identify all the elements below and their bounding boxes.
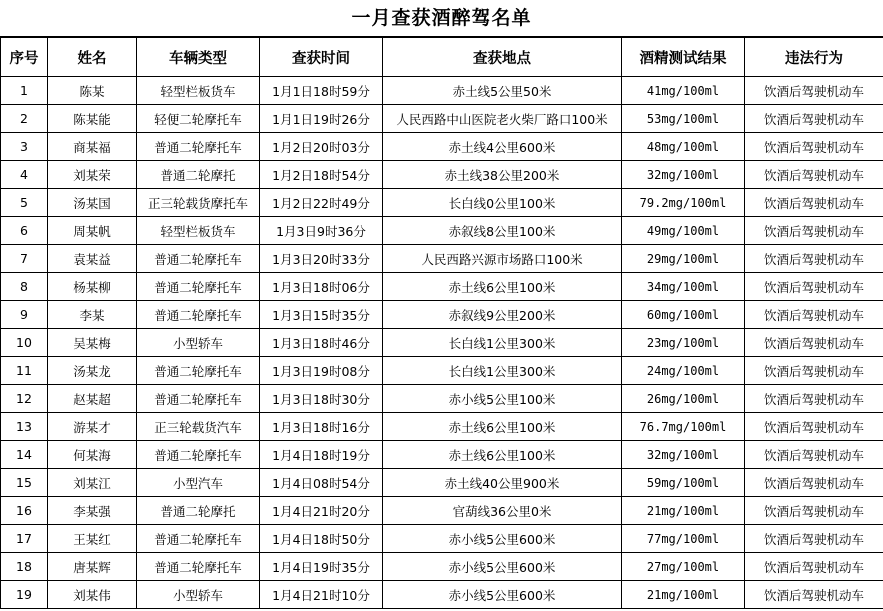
cell-time[interactable]: 1月2日18时54分 xyxy=(260,161,383,189)
cell-violation[interactable]: 饮酒后驾驶机动车 xyxy=(745,385,883,413)
cell-index[interactable]: 18 xyxy=(1,553,48,581)
cell-name[interactable]: 何某海 xyxy=(48,441,137,469)
cell-violation[interactable]: 饮酒后驾驶机动车 xyxy=(745,329,883,357)
cell-location[interactable]: 官葫线36公里0米 xyxy=(383,497,622,525)
cell-time[interactable]: 1月2日20时03分 xyxy=(260,133,383,161)
cell-violation[interactable]: 饮酒后驾驶机动车 xyxy=(745,245,883,273)
cell-index[interactable]: 16 xyxy=(1,497,48,525)
cell-index[interactable]: 14 xyxy=(1,441,48,469)
cell-time[interactable]: 1月4日18时50分 xyxy=(260,525,383,553)
cell-violation[interactable]: 饮酒后驾驶机动车 xyxy=(745,273,883,301)
cell-name[interactable]: 汤某龙 xyxy=(48,357,137,385)
cell-location[interactable]: 赤叙线8公里100米 xyxy=(383,217,622,245)
cell-violation[interactable]: 饮酒后驾驶机动车 xyxy=(745,469,883,497)
cell-location[interactable]: 赤小线5公里600米 xyxy=(383,525,622,553)
cell-time[interactable]: 1月3日18时16分 xyxy=(260,413,383,441)
cell-alcohol-result[interactable]: 53mg/100ml xyxy=(622,105,745,133)
table-row xyxy=(1,77,883,105)
cell-name[interactable]: 周某帆 xyxy=(48,217,137,245)
cell-vehicle-type[interactable]: 轻型栏板货车 xyxy=(137,77,260,105)
cell-violation[interactable]: 饮酒后驾驶机动车 xyxy=(745,581,883,609)
cell-time[interactable]: 1月3日15时35分 xyxy=(260,301,383,329)
cell-vehicle-type[interactable]: 普通二轮摩托车 xyxy=(137,357,260,385)
cell-name[interactable]: 游某才 xyxy=(48,413,137,441)
cell-time[interactable]: 1月1日19时26分 xyxy=(260,105,383,133)
cell-vehicle-type[interactable]: 小型轿车 xyxy=(137,581,260,609)
cell-time[interactable]: 1月4日08时54分 xyxy=(260,469,383,497)
cell-vehicle-type[interactable]: 普通二轮摩托 xyxy=(137,497,260,525)
cell-name[interactable]: 杨某柳 xyxy=(48,273,137,301)
cell-violation[interactable]: 饮酒后驾驶机动车 xyxy=(745,77,883,105)
cell-location[interactable]: 赤小线5公里600米 xyxy=(383,553,622,581)
cell-alcohol-result[interactable]: 59mg/100ml xyxy=(622,469,745,497)
cell-location[interactable]: 赤叙线9公里200米 xyxy=(383,301,622,329)
cell-index[interactable]: 7 xyxy=(1,245,48,273)
cell-violation[interactable]: 饮酒后驾驶机动车 xyxy=(745,189,883,217)
cell-location[interactable]: 赤小线5公里600米 xyxy=(383,581,622,609)
cell-index[interactable]: 1 xyxy=(1,77,48,105)
cell-time[interactable]: 1月3日18时30分 xyxy=(260,385,383,413)
cell-alcohol-result[interactable]: 60mg/100ml xyxy=(622,301,745,329)
table-row xyxy=(1,189,883,217)
cell-location[interactable]: 赤土线4公里600米 xyxy=(383,133,622,161)
cell-violation[interactable]: 饮酒后驾驶机动车 xyxy=(745,161,883,189)
cell-alcohol-result[interactable]: 79.2mg/100ml xyxy=(622,189,745,217)
table-row xyxy=(1,245,883,273)
cell-alcohol-result[interactable]: 32mg/100ml xyxy=(622,161,745,189)
table-row xyxy=(1,385,883,413)
table-row xyxy=(1,413,883,441)
cell-alcohol-result[interactable]: 34mg/100ml xyxy=(622,273,745,301)
cell-violation[interactable]: 饮酒后驾驶机动车 xyxy=(745,553,883,581)
cell-location[interactable]: 长白线1公里300米 xyxy=(383,357,622,385)
cell-name[interactable]: 商某福 xyxy=(48,133,137,161)
cell-index[interactable]: 17 xyxy=(1,525,48,553)
cell-location[interactable]: 赤土线6公里100米 xyxy=(383,441,622,469)
cell-index[interactable]: 3 xyxy=(1,133,48,161)
cell-violation[interactable]: 饮酒后驾驶机动车 xyxy=(745,497,883,525)
table-row xyxy=(1,497,883,525)
cell-vehicle-type[interactable]: 轻便二轮摩托车 xyxy=(137,105,260,133)
cell-alcohol-result[interactable]: 27mg/100ml xyxy=(622,553,745,581)
cell-name[interactable]: 刘某荣 xyxy=(48,161,137,189)
cell-alcohol-result[interactable]: 21mg/100ml xyxy=(622,581,745,609)
cell-vehicle-type[interactable]: 普通二轮摩托车 xyxy=(137,525,260,553)
cell-vehicle-type[interactable]: 普通二轮摩托车 xyxy=(137,385,260,413)
cell-alcohol-result[interactable]: 41mg/100ml xyxy=(622,77,745,105)
table-row xyxy=(1,441,883,469)
cell-vehicle-type[interactable]: 普通二轮摩托车 xyxy=(137,441,260,469)
cell-index[interactable]: 10 xyxy=(1,329,48,357)
cell-vehicle-type[interactable]: 普通二轮摩托车 xyxy=(137,301,260,329)
cell-name[interactable]: 李某强 xyxy=(48,497,137,525)
cell-time[interactable]: 1月3日18时06分 xyxy=(260,273,383,301)
cell-index[interactable]: 19 xyxy=(1,581,48,609)
header-violation[interactable]: 违法行为 xyxy=(745,38,883,77)
cell-time[interactable]: 1月1日18时59分 xyxy=(260,77,383,105)
cell-time[interactable]: 1月2日22时49分 xyxy=(260,189,383,217)
cell-location[interactable]: 赤小线5公里100米 xyxy=(383,385,622,413)
header-location[interactable]: 查获地点 xyxy=(383,38,622,77)
table-row xyxy=(1,469,883,497)
table-row xyxy=(1,105,883,133)
cell-alcohol-result[interactable]: 21mg/100ml xyxy=(622,497,745,525)
cell-alcohol-result[interactable]: 29mg/100ml xyxy=(622,245,745,273)
cell-time[interactable]: 1月3日9时36分 xyxy=(260,217,383,245)
cell-name[interactable]: 陈某能 xyxy=(48,105,137,133)
header-vehicle-type[interactable]: 车辆类型 xyxy=(137,38,260,77)
cell-time[interactable]: 1月3日18时46分 xyxy=(260,329,383,357)
table-row xyxy=(1,133,883,161)
cell-vehicle-type[interactable]: 小型汽车 xyxy=(137,469,260,497)
cell-index[interactable]: 13 xyxy=(1,413,48,441)
cell-index[interactable]: 5 xyxy=(1,189,48,217)
cell-location[interactable]: 长白线1公里300米 xyxy=(383,329,622,357)
cell-index[interactable]: 4 xyxy=(1,161,48,189)
cell-alcohol-result[interactable]: 23mg/100ml xyxy=(622,329,745,357)
cell-name[interactable]: 吴某梅 xyxy=(48,329,137,357)
cell-vehicle-type[interactable]: 普通二轮摩托车 xyxy=(137,245,260,273)
cell-name[interactable]: 唐某辉 xyxy=(48,553,137,581)
cell-time[interactable]: 1月4日19时35分 xyxy=(260,553,383,581)
cell-violation[interactable]: 饮酒后驾驶机动车 xyxy=(745,441,883,469)
cell-index[interactable]: 2 xyxy=(1,105,48,133)
dui-table xyxy=(0,37,883,609)
cell-index[interactable]: 9 xyxy=(1,301,48,329)
cell-name[interactable]: 赵某超 xyxy=(48,385,137,413)
cell-location[interactable]: 赤土线6公里100米 xyxy=(383,413,622,441)
cell-name[interactable]: 袁某益 xyxy=(48,245,137,273)
cell-index[interactable]: 6 xyxy=(1,217,48,245)
cell-location[interactable]: 赤土线6公里100米 xyxy=(383,273,622,301)
table-row xyxy=(1,581,883,609)
cell-index[interactable]: 12 xyxy=(1,385,48,413)
header-row xyxy=(1,38,883,77)
cell-alcohol-result[interactable]: 76.7mg/100ml xyxy=(622,413,745,441)
cell-name[interactable]: 王某红 xyxy=(48,525,137,553)
cell-index[interactable]: 11 xyxy=(1,357,48,385)
cell-violation[interactable]: 饮酒后驾驶机动车 xyxy=(745,413,883,441)
cell-alcohol-result[interactable]: 24mg/100ml xyxy=(622,357,745,385)
page-title: 一月查获酒醉驾名单 xyxy=(0,0,883,37)
cell-vehicle-type[interactable]: 普通二轮摩托车 xyxy=(137,273,260,301)
cell-vehicle-type[interactable]: 小型轿车 xyxy=(137,329,260,357)
table-row xyxy=(1,301,883,329)
cell-violation[interactable]: 饮酒后驾驶机动车 xyxy=(745,217,883,245)
cell-location[interactable]: 赤土线38公里200米 xyxy=(383,161,622,189)
cell-alcohol-result[interactable]: 26mg/100ml xyxy=(622,385,745,413)
table-row xyxy=(1,553,883,581)
cell-time[interactable]: 1月3日19时08分 xyxy=(260,357,383,385)
table-row xyxy=(1,329,883,357)
header-name[interactable]: 姓名 xyxy=(48,38,137,77)
table-row xyxy=(1,357,883,385)
cell-violation[interactable]: 饮酒后驾驶机动车 xyxy=(745,357,883,385)
cell-alcohol-result[interactable]: 77mg/100ml xyxy=(622,525,745,553)
cell-index[interactable]: 15 xyxy=(1,469,48,497)
cell-location[interactable]: 人民西路中山医院老火柴厂路口100米 xyxy=(383,105,622,133)
table-row xyxy=(1,217,883,245)
cell-name[interactable]: 刘某江 xyxy=(48,469,137,497)
cell-alcohol-result[interactable]: 49mg/100ml xyxy=(622,217,745,245)
cell-violation[interactable]: 饮酒后驾驶机动车 xyxy=(745,525,883,553)
cell-name[interactable]: 汤某国 xyxy=(48,189,137,217)
cell-time[interactable]: 1月4日21时10分 xyxy=(260,581,383,609)
table-row xyxy=(1,525,883,553)
header-alcohol-result[interactable]: 酒精测试结果 xyxy=(622,38,745,77)
table-row xyxy=(1,273,883,301)
cell-location[interactable]: 赤土线40公里900米 xyxy=(383,469,622,497)
header-index[interactable]: 序号 xyxy=(1,38,48,77)
cell-vehicle-type[interactable]: 正三轮载货汽车 xyxy=(137,413,260,441)
cell-location[interactable]: 长白线0公里100米 xyxy=(383,189,622,217)
cell-violation[interactable]: 饮酒后驾驶机动车 xyxy=(745,301,883,329)
cell-location[interactable]: 人民西路兴源市场路口100米 xyxy=(383,245,622,273)
cell-time[interactable]: 1月3日20时33分 xyxy=(260,245,383,273)
cell-name[interactable]: 李某 xyxy=(48,301,137,329)
cell-vehicle-type[interactable]: 正三轮载货摩托车 xyxy=(137,189,260,217)
cell-name[interactable]: 刘某伟 xyxy=(48,581,137,609)
cell-name[interactable]: 陈某 xyxy=(48,77,137,105)
cell-violation[interactable]: 饮酒后驾驶机动车 xyxy=(745,133,883,161)
cell-time[interactable]: 1月4日18时19分 xyxy=(260,441,383,469)
table-row xyxy=(1,161,883,189)
cell-violation[interactable]: 饮酒后驾驶机动车 xyxy=(745,105,883,133)
header-time[interactable]: 查获时间 xyxy=(260,38,383,77)
cell-vehicle-type[interactable]: 普通二轮摩托车 xyxy=(137,133,260,161)
cell-time[interactable]: 1月4日21时20分 xyxy=(260,497,383,525)
cell-index[interactable]: 8 xyxy=(1,273,48,301)
cell-alcohol-result[interactable]: 32mg/100ml xyxy=(622,441,745,469)
cell-vehicle-type[interactable]: 轻型栏板货车 xyxy=(137,217,260,245)
cell-vehicle-type[interactable]: 普通二轮摩托 xyxy=(137,161,260,189)
cell-location[interactable]: 赤土线5公里50米 xyxy=(383,77,622,105)
cell-vehicle-type[interactable]: 普通二轮摩托车 xyxy=(137,553,260,581)
cell-alcohol-result[interactable]: 48mg/100ml xyxy=(622,133,745,161)
